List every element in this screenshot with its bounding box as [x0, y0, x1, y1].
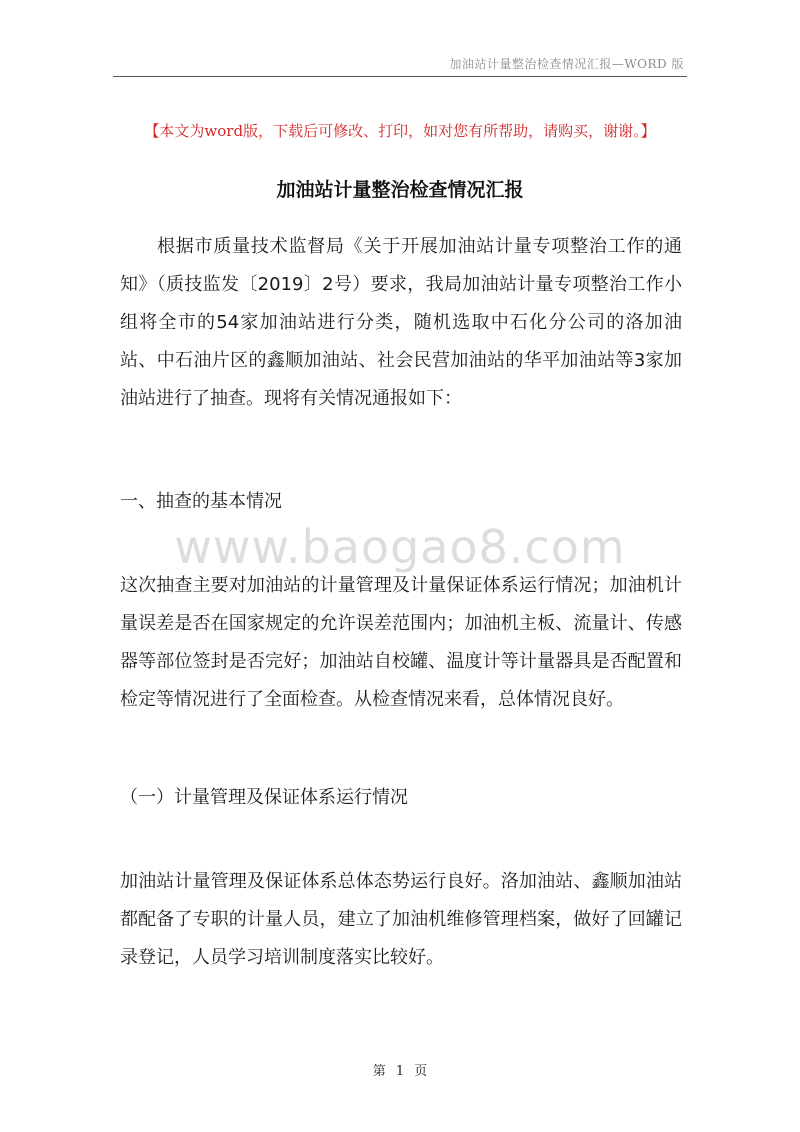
- subsection1-body-block: [120, 863, 682, 977]
- purchase-notice: 【本文为word版，下载后可修改、打印，如对您有所帮助，请购买，谢谢。】: [144, 122, 656, 140]
- page-number: 1: [395, 1064, 405, 1079]
- running-header: 加油站计量整治检查情况汇报—WORD 版: [449, 57, 684, 71]
- section-heading: 一、抽查的基本情况: [120, 491, 282, 512]
- footer-prefix: 第: [372, 1064, 386, 1079]
- section1-body-block: [120, 567, 682, 719]
- subsection1-heading-block: [120, 779, 682, 817]
- section-paragraph: 这次抽查主要对加油站的计量管理及计量保证体系运行情况；加油机计量误差是否在国家规定的允许误差范围内；加油机主板、流量计、传感器等部位签封是否完好；加油站自校罐、温度计等计量器具是否配置和检定等情况进行了全面检查。从检查情况来看，总体情况良好。: [120, 575, 682, 710]
- footer-suffix: 页: [414, 1064, 428, 1079]
- watermark: www.baogao8.com: [174, 520, 626, 574]
- document-title: 加油站计量整治检查情况汇报: [276, 179, 524, 201]
- header-divider: [113, 76, 687, 77]
- intro-paragraph: 根据市质量技术监督局《关于开展加油站计量专项整治工作的通知》（质技监发〔2019〕2号）要求，我局加油站计量专项整治工作小组将全市的54家加油站进行分类，随机选取中石化分公司的洛加油站、中石油片区的鑫顺加油站、社会民营加油站的华平加油站等3家加油站进行了抽查。现将有关情况通报如下：: [120, 236, 682, 409]
- subsection-paragraph: 加油站计量管理及保证体系总体态势运行良好。洛加油站、鑫顺加油站都配备了专职的计量人员，建立了加油机维修管理档案，做好了回罐记录登记，人员学习培训制度落实比较好。: [120, 871, 682, 968]
- subsection-heading: （一）计量管理及保证体系运行情况: [120, 787, 408, 808]
- section1-heading-block: [120, 483, 682, 521]
- intro-block: [120, 228, 682, 418]
- page-footer: [0, 1060, 800, 1079]
